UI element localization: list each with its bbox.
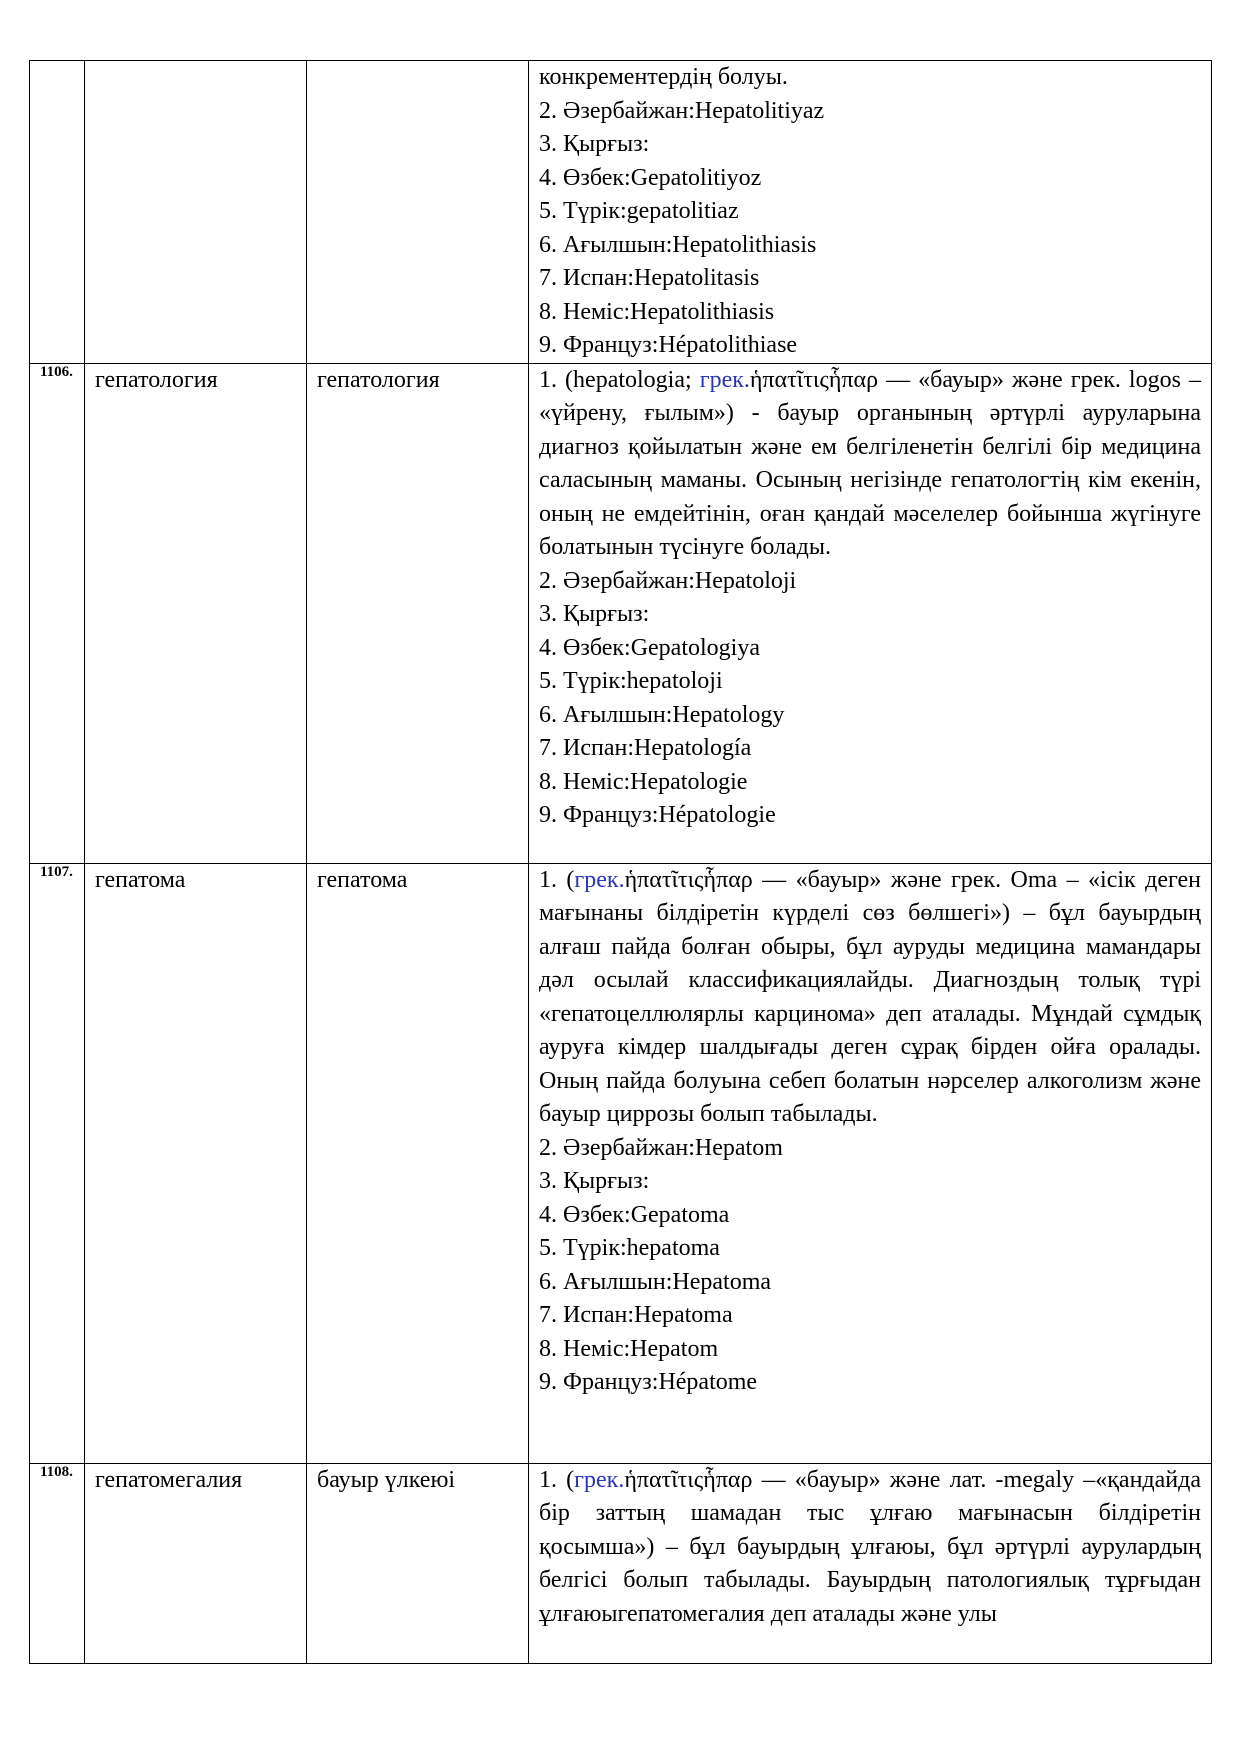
- translation-line: 2. Әзербайжан:Hepatolitiyaz: [539, 97, 825, 124]
- translation-line: 7. Испан:Hepatolitasis: [539, 265, 760, 291]
- definition-body: ἡπατῖτιςἧπαρ — «бауыр» және лат. -megaly –«қандайда бір заттың шамадан тыс ұлғаю мағынасын білдіретін қосымша») – бұл бауырдың ұлғаюы, бұл әртүрлі аурулардың белгісі болып табылады. Бауырдың патологиялық тұрғыдан ұлғаюыгепатомегалия деп аталады және улы: [539, 1466, 1201, 1627]
- translation-line: 2. Әзербайжан:Hepatom: [539, 1134, 783, 1161]
- translation-line: 3. Қырғыз:: [539, 601, 650, 627]
- definition-cell: [529, 61, 1212, 364]
- translation-line: 6. Ағылшын:Hepatology: [539, 701, 785, 728]
- translation-line: 5. Түрік:hepatoloji: [539, 668, 723, 694]
- translation-line: 7. Испан:Hepatoma: [539, 1302, 733, 1328]
- definition-prefix: 1. (: [539, 866, 575, 893]
- entry-number: [30, 61, 85, 364]
- translation-line: 6. Ағылшын:Hepatolithiasis: [539, 231, 817, 258]
- definition-body: ἡπατῖτιςἧπαρ — «бауыр» және грек. logos – «үйрену, ғылым») - бауыр органының әртүрлі ауруларына диагноз қойылатын және ем белгіленетін белгілі бір медицина саласының маманы. Осының негізінде гепатологтің кім екенін, оның не емдейтінін, оған қандай мәселелер бойынша жүгінуге болатынын түсінуге болады.: [539, 366, 1201, 560]
- term-russian: гепатома: [307, 863, 529, 1463]
- translation-line: 8. Неміс:Hepatolithiasis: [539, 298, 775, 325]
- term-russian: [307, 61, 529, 364]
- definition-prefix: 1. (: [539, 1466, 575, 1493]
- term-kazakh: гепатома: [85, 863, 307, 1463]
- table-row: [30, 1463, 1212, 1663]
- translation-line: 8. Неміс:Hepatologie: [539, 768, 748, 795]
- table-row: [30, 61, 1212, 364]
- definition-cell: [529, 363, 1212, 863]
- definition-text: конкрементердің болуы.: [539, 64, 788, 90]
- translation-line: 4. Өзбек:Gepatoma: [539, 1201, 730, 1228]
- translation-line: 8. Неміс:Hepatom: [539, 1335, 719, 1362]
- definition-text: [539, 864, 1201, 1132]
- definition-text: [539, 364, 1201, 565]
- translation-line: 6. Ағылшын:Hepatoma: [539, 1268, 772, 1295]
- translation-line: 5. Түрік:gepatolitiaz: [539, 198, 739, 224]
- entry-number: 1106.: [30, 363, 85, 863]
- definition-cell: [529, 1463, 1212, 1663]
- translation-line: 9. Француз:Hépatolithiase: [539, 332, 798, 358]
- greek-link[interactable]: грек.: [699, 366, 750, 393]
- translation-line: 9. Француз:Hépatologie: [539, 802, 776, 828]
- definition-text: [539, 1464, 1201, 1632]
- term-russian: бауыр үлкеюі: [307, 1463, 529, 1663]
- translation-line: 9. Француз:Hépatome: [539, 1369, 758, 1395]
- translation-line: 5. Түрік:hepatoma: [539, 1235, 720, 1261]
- table-row: [30, 363, 1212, 863]
- translation-line: 4. Өзбек:Gepatolitiyoz: [539, 164, 762, 191]
- translation-line: 2. Әзербайжан:Hepatoloji: [539, 567, 797, 594]
- term-kazakh: [85, 61, 307, 364]
- dictionary-table: [29, 60, 1212, 1664]
- table-row: [30, 863, 1212, 1463]
- greek-link[interactable]: грек.: [574, 866, 625, 893]
- translation-line: 3. Қырғыз:: [539, 131, 650, 157]
- term-kazakh: гепатология: [85, 363, 307, 863]
- definition-cell: [529, 863, 1212, 1463]
- translation-line: 3. Қырғыз:: [539, 1168, 650, 1194]
- translation-line: 4. Өзбек:Gepatologiya: [539, 634, 760, 661]
- entry-number: 1108.: [30, 1463, 85, 1663]
- term-kazakh: гепатомегалия: [85, 1463, 307, 1663]
- definition-prefix: 1. (hepatologia;: [539, 366, 700, 393]
- translation-line: 7. Испан:Hepatología: [539, 735, 752, 761]
- greek-link[interactable]: грек.: [574, 1466, 625, 1493]
- entry-number: 1107.: [30, 863, 85, 1463]
- term-russian: гепатология: [307, 363, 529, 863]
- definition-body: ἡπατῖτιςἧπαρ — «бауыр» және грек. Oma – «ісік деген мағынаны білдіретін күрделі сөз бөлшегі») – бұл бауырдың алғаш пайда болған обыры, бұл ауруды медицина мамандары дәл осылай классификациялайды. Диагноздың толық түрі «гепатоцеллюлярлы карцинома» деп аталады. Мұндай сұмдық ауруға кімдер шалдығады деген сұрақ бірден ойға оралады. Оның пайда болуына себеп болатын нәрселер алкоголизм және бауыр циррозы болып табылады.: [539, 866, 1201, 1127]
